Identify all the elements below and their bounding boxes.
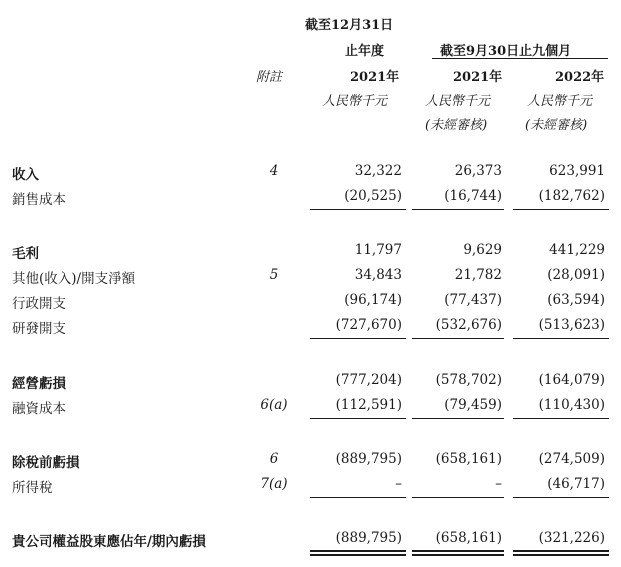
cell-cos-9m2022: (182,762) [538,188,605,204]
header-9m-rule [432,58,608,59]
rule-cos-3 [513,209,609,210]
cell-admin-9m2021: (77,437) [444,292,502,308]
header-fy-line1: 截至12月31日 [305,18,394,33]
header-year-3: 2022年 [555,70,605,85]
row-label-admin: 行政開支 [12,296,66,312]
cell-revenue-fy2021: 32,322 [354,163,402,179]
cell-oploss-9m2022: (164,079) [538,372,605,388]
header-note-label: 附註 [256,70,283,85]
row-note-other-net: 5 [269,267,279,283]
header-currency-2: 人民幣千元 [425,94,491,109]
row-label-loss-attributable: 貴公司權益股東應佔年/期內虧損 [12,534,206,550]
row-label-cost-of-sales: 銷售成本 [12,192,66,208]
row-note-loss-before-tax: 6 [269,451,279,467]
header-unaudited-1: (未經審核) [425,118,488,133]
cell-gp-fy2021: 11,797 [354,242,402,258]
cell-fin-9m2021: (79,459) [444,397,502,413]
cell-oploss-fy2021: (777,204) [335,372,402,388]
cell-lbt-9m2021: (658,161) [435,451,502,467]
rule-tax-1 [310,497,406,498]
rule-rnd-2 [412,338,504,339]
row-label-other-net: 其他(收入)/開支淨額 [12,271,136,287]
cell-fin-fy2021: (112,591) [335,397,402,413]
row-label-finance-costs: 融資成本 [12,401,66,417]
rule-rnd-1 [310,338,406,339]
cell-lbt-fy2021: (889,795) [335,451,402,467]
cell-rnd-9m2022: (513,623) [538,317,605,333]
cell-admin-fy2021: (96,174) [344,292,402,308]
rule-fin-3 [513,418,609,419]
header-currency-3: 人民幣千元 [527,94,593,109]
row-note-finance-costs: 6(a) [260,397,288,413]
row-label-income-tax: 所得稅 [12,480,53,496]
cell-gp-9m2022: 441,229 [549,242,605,258]
header-unaudited-2: (未經審核) [525,118,588,133]
cell-cos-fy2021: (20,525) [344,188,402,204]
row-label-rnd: 研發開支 [12,321,66,337]
header-year-1: 2021年 [350,70,400,85]
double-rule-1 [310,550,406,556]
rule-cos-2 [412,209,504,210]
row-note-revenue: 4 [269,163,279,179]
cell-attr-9m2022: (321,226) [538,530,605,546]
cell-lbt-9m2022: (274,509) [538,451,605,467]
double-rule-3 [513,550,609,556]
cell-admin-9m2022: (63,594) [547,292,605,308]
cell-oploss-9m2021: (578,702) [435,372,502,388]
rule-cos-1 [310,209,406,210]
cell-attr-fy2021: (889,795) [335,530,402,546]
rule-tax-2 [412,497,504,498]
cell-gp-9m2021: 9,629 [463,242,502,258]
cell-fin-9m2022: (110,430) [538,397,605,413]
cell-revenue-9m2022: 623,991 [549,163,605,179]
cell-revenue-9m2021: 26,373 [454,163,502,179]
header-9m: 截至9月30日止九個月 [440,44,572,59]
cell-tax-fy2021: – [395,476,402,492]
cell-rnd-fy2021: (727,670) [335,317,402,333]
rule-fin-2 [412,418,504,419]
cell-rnd-9m2021: (532,676) [435,317,502,333]
cell-cos-9m2021: (16,744) [444,188,502,204]
row-label-revenue: 收入 [12,167,39,183]
cell-other-9m2022: (28,091) [547,267,605,283]
row-label-operating-loss: 經營虧損 [12,376,66,392]
cell-tax-9m2021: – [495,476,502,492]
cell-attr-9m2021: (658,161) [435,530,502,546]
cell-other-9m2021: 21,782 [454,267,502,283]
row-note-income-tax: 7(a) [260,476,288,492]
rule-fin-1 [310,418,406,419]
header-fy-line2: 止年度 [345,44,385,59]
rule-tax-3 [513,497,609,498]
double-rule-2 [412,550,504,556]
rule-rnd-3 [513,338,609,339]
header-year-2: 2021年 [453,70,503,85]
row-label-loss-before-tax: 除稅前虧損 [12,455,80,471]
row-label-gross-profit: 毛利 [12,246,39,262]
cell-tax-9m2022: (46,717) [547,476,605,492]
cell-other-fy2021: 34,843 [354,267,402,283]
header-currency-1: 人民幣千元 [322,94,388,109]
